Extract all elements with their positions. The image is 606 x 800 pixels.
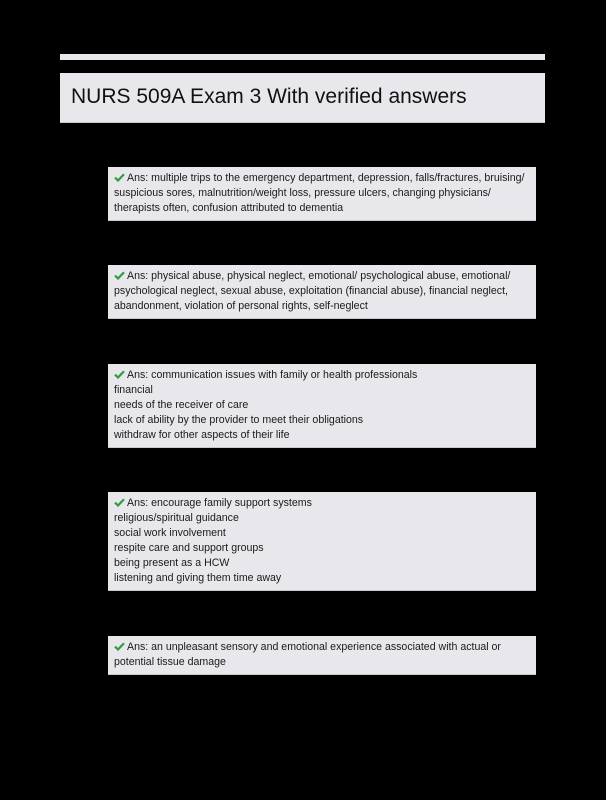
answer-line: Ans: encourage family support systems bbox=[114, 496, 530, 511]
answer-line: lack of ability by the provider to meet their obligations bbox=[114, 414, 364, 426]
answer-line: suspicious sores, malnutrition/weight loss, pressure ulcers, changing physicians/ bbox=[114, 187, 491, 199]
answer-line: financial bbox=[114, 384, 153, 396]
answer-line: abandonment, violation of personal rights, self-neglect bbox=[114, 300, 368, 312]
answer-line: therapists often, confusion attributed to dementia bbox=[114, 202, 344, 214]
header-divider bbox=[60, 54, 545, 60]
checkmark-icon bbox=[114, 173, 125, 182]
answer-box-5 bbox=[108, 636, 536, 675]
answer-line: Ans: multiple trips to the emergency department, depression, falls/fractures, bruising/ bbox=[114, 171, 530, 186]
answer-line: respite care and support groups bbox=[114, 542, 264, 554]
answer-box-4 bbox=[108, 492, 536, 591]
checkmark-icon bbox=[114, 271, 125, 280]
answer-line: being present as a HCW bbox=[114, 557, 230, 569]
checkmark-icon bbox=[114, 370, 125, 379]
checkmark-icon bbox=[114, 642, 125, 651]
title-box bbox=[60, 73, 545, 123]
answer-line: potential tissue damage bbox=[114, 656, 226, 668]
answer-box-3 bbox=[108, 364, 536, 448]
answer-line: Ans: communication issues with family or health professionals bbox=[114, 368, 530, 383]
answer-line: psychological neglect, sexual abuse, exploitation (financial abuse), financial neglect, bbox=[114, 285, 508, 297]
answer-box-1 bbox=[108, 167, 536, 221]
answer-line: Ans: physical abuse, physical neglect, emotional/ psychological abuse, emotional/ bbox=[114, 269, 530, 284]
answer-line: religious/spiritual guidance bbox=[114, 512, 239, 524]
answer-line: withdraw for other aspects of their life bbox=[114, 429, 290, 441]
answer-line: needs of the receiver of care bbox=[114, 399, 249, 411]
answer-line: social work involvement bbox=[114, 527, 226, 539]
answer-box-2 bbox=[108, 265, 536, 319]
answer-line: Ans: an unpleasant sensory and emotional experience associated with actual or bbox=[114, 640, 530, 655]
answer-line: listening and giving them time away bbox=[114, 572, 282, 584]
page-title: NURS 509A Exam 3 With verified answers bbox=[71, 85, 467, 108]
checkmark-icon bbox=[114, 498, 125, 507]
